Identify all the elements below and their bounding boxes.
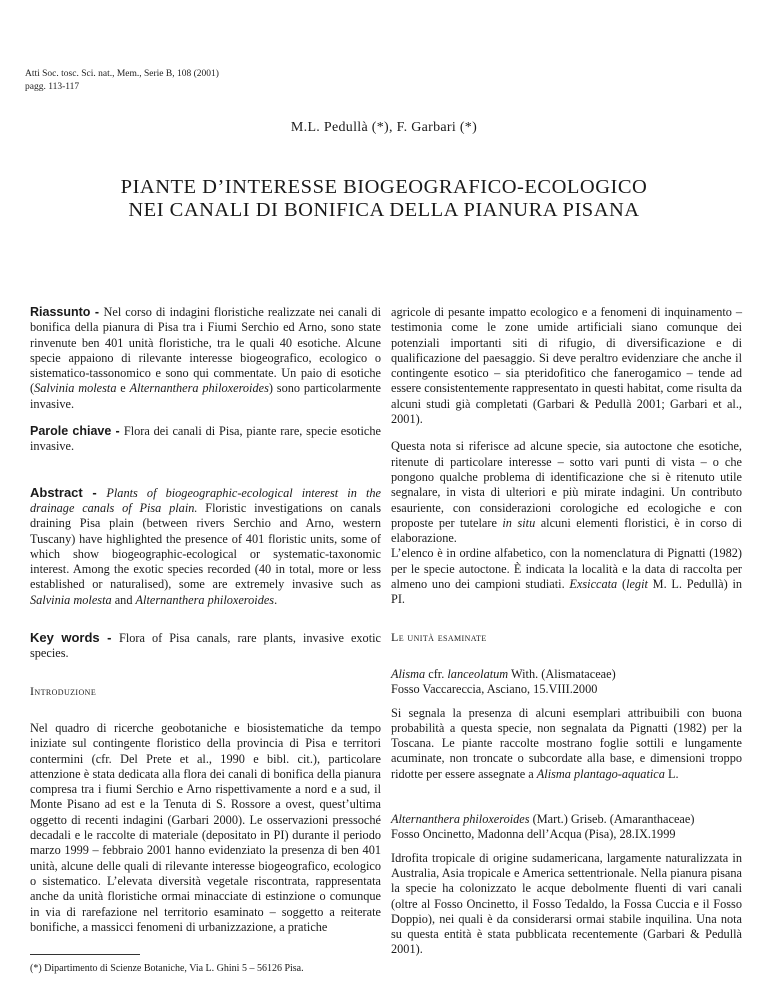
footnote: (*) Dipartimento di Scienze Botaniche, Via L. Ghini 5 – 56126 Pisa. (30, 963, 304, 974)
list-order-text: ( (617, 577, 627, 592)
species-description: Idrofita tropicale di origine sudamericana, largamente naturalizzata in Australia, Asia tropicale e America settentrionale. Nella pianura pisana la specie ha colonizzato le acque debolmente fluenti di vari canali (oltre al Fosso Oncinetto, il Fosso Tedaldo, la Fossa Cuccia e il Fosso Doppio), nei quali è da considerarsi ormai stabile inquilina. Una nota su questa entità è stata pubblicata recentemente (Garbari & Pedullà 2001). (391, 850, 742, 957)
species-locality: Fosso Vaccareccia, Asciano, 15.VIII.2000 (391, 682, 598, 697)
riassunto-paragraph (30, 305, 381, 412)
abstract-paragraph (30, 485, 381, 608)
species-text: L. (664, 766, 679, 781)
journal-citation: Atti Soc. tosc. Sci. nat., Mem., Serie B, 108 (2001) (25, 69, 219, 79)
page-range: pagg. 113-117 (25, 82, 80, 92)
paper-title (0, 176, 768, 222)
abstract-text: Floristic investigations on canals draining Pisa plain (between rivers Serchio and Arno, western Tuscany) have highlighted the presence of 401 floristic units, some of which show biogeographic-ecological or systematic-taxonomic interest. Among the exotic species recorded (40 in total, more or less established or naturalised), some are extremely invasive such as (30, 500, 381, 592)
list-order-text: L’elenco è in ordine alfabetico, con la nomenclatura di Pignatti (1982) per le specie autoctone. È indicata la località e la data di raccolta per almeno uno dei campioni studiati. (391, 546, 742, 592)
species-name: Alternanthera philoxeroides (135, 592, 275, 607)
species-genus: Alisma (391, 666, 426, 681)
key-words-text: Flora of Pisa canals, rare plants, invasive exotic species. (30, 631, 381, 661)
key-words-paragraph (30, 630, 381, 662)
scope-text: alcuni elementi floristici, è in corso di elaborazione. (391, 515, 742, 546)
italic-term: Exsiccata (569, 577, 618, 592)
abstract-title: Plants of biogeographic-ecological interest in the drainage canals of Pisa plain. (30, 485, 381, 515)
intro-heading: Introduzione (30, 683, 97, 698)
section-heading: Le unità esaminate (391, 629, 487, 644)
species-name: Salvinia molesta (34, 381, 117, 396)
parole-chiave-paragraph (30, 424, 381, 455)
riassunto-text: ) sono particolarmente invasive. (30, 381, 381, 411)
right-column (391, 305, 742, 958)
scope-paragraph (391, 439, 742, 546)
species-name: Alternanthera philoxeroides (391, 812, 530, 827)
scope-text: Questa nota si riferisce ad alcune specie, sia autoctone che esotiche, ritenute di particolare interesse – sotto vari punti di vista – o che pongono qualche problema di identificazione che si è ritenuto utile segnalare, in vista di ulteriori e più mirate indagini. Un contributo esauriente, con considerazioni corologiche ed ecologiche e con proposte per tutelare (391, 439, 742, 530)
riassunto-text: Nel corso di indagini floristiche realizzate nei canali di bonifica della pianura di Pisa tra i Fiumi Serchio ed Arno, sono state rinvenute ben 401 unità floristiche, tra le quali 40 esotiche. Alcune specie appaiono di rilevante interesse biogeografico, ecologico o sistematico-tassonomico e sono qui commentate. Un paio di esotiche ( (30, 305, 381, 396)
abstract-label: Abstract - (30, 484, 107, 500)
intro-continued-paragraph: agricole di pesante impatto ecologico e a fenomeni di inquinamento – testimonia come le zone umide artificiali siano comunque dei potenziali importanti siti di rifugio, di diversificazione e di qualificazione del paesaggio. Si deve peraltro evidenziare che anche il contingente esotico – sia pteridofitico che fanerogamico – tende ad essere consistentemente rappresentato in questi habitat, come risulta da alcuni studi già completati (Garbari & Pedullà 2001; Garbari et al., 2001). (391, 305, 742, 427)
species-heading (391, 812, 742, 827)
list-order-paragraph (391, 546, 742, 607)
list-order-text: M. L. Pedullà) in PI. (391, 577, 743, 607)
species-heading (391, 667, 742, 682)
species-description (391, 706, 742, 782)
riassunto-text: e (116, 381, 130, 396)
journal-header (25, 68, 219, 94)
title-line-1: PIANTE D’INTERESSE BIOGEOGRAFICO-ECOLOGICO (120, 176, 648, 198)
species-name: Salvinia molesta (30, 592, 112, 607)
abstract-text: and (111, 592, 136, 607)
species-name: Alisma plantago-aquatica (536, 766, 665, 781)
species-authority: (Mart.) Griseb. (Amaranthaceae) (529, 812, 695, 827)
italic-term: in situ (502, 515, 536, 530)
species-text: Si segnala la presenza di alcuni esemplari attribuibili con buona probabilità a questa specie, non segnalata da Pignatti (1982) per la Toscana. Le piante raccolte mostrano foglie sottili e lungamente acuminate, non troncate o subcordate alla base, e dimensioni troppo ridotte per essere assegnate a (391, 705, 742, 781)
intro-paragraph: Nel quadro di ricerche geobotaniche e biosistematiche da tempo iniziate sul contingente floristico della provincia di Pisa e territori contermini (cfr. Del Prete et al., 1990 e bibl. cit.), particolare attenzione è stata dedicata alla flora dei canali di bonifica della pianura compresa tra i fiumi Serchio e Arno rispettivamente a nord e a sud, il Monte Pisano ad est e la Tenuta di S. Rossore a ovest, quest’ultima oggetto di recenti indagini (Garbari 2000). Le osservazioni pressoché decadali e le raccolte di materiale (depositato in PI) durante il periodo marzo 1999 – febbraio 2001 hanno evidenziato la presenza di ben 401 unità, alcune delle quali di rilevante interesse biogeografico, ecologico o sistematico. L’elevata diversità vegetale riscontrata, rappresentata anche da unità floristiche ormai minacciate di estinzione o comunque in via di rarefazione nel territorio esaminato – soggetto a reiterate bonifiche, a massicci fenomeni di urbanizzazione, a pratiche (30, 720, 381, 934)
parole-chiave-text: Flora dei canali di Pisa, piante rare, specie esotiche invasive. (30, 424, 381, 454)
abstract-text: . (274, 592, 278, 607)
species-name: Alternanthera philoxeroides (129, 381, 269, 396)
italic-term: legit (626, 577, 648, 592)
title-line-2: NEI CANALI DI BONIFICA DELLA PIANURA PISANA (128, 199, 640, 221)
species-epithet: lanceolatum (447, 666, 509, 681)
parole-chiave-label: Parole chiave - (30, 424, 124, 439)
species-locality: Fosso Oncinetto, Madonna dell’Acqua (Pisa), 28.IX.1999 (391, 827, 676, 842)
authors: M.L. Pedullà (*), F. Garbari (*) (290, 120, 478, 135)
left-column (30, 305, 381, 935)
key-words-label: Key words - (30, 630, 120, 646)
footnote-rule (30, 954, 140, 955)
riassunto-label: Riassunto - (30, 305, 104, 319)
species-authority: With. (Alismataceae) (508, 666, 616, 681)
species-qualifier: cfr. (425, 666, 448, 681)
